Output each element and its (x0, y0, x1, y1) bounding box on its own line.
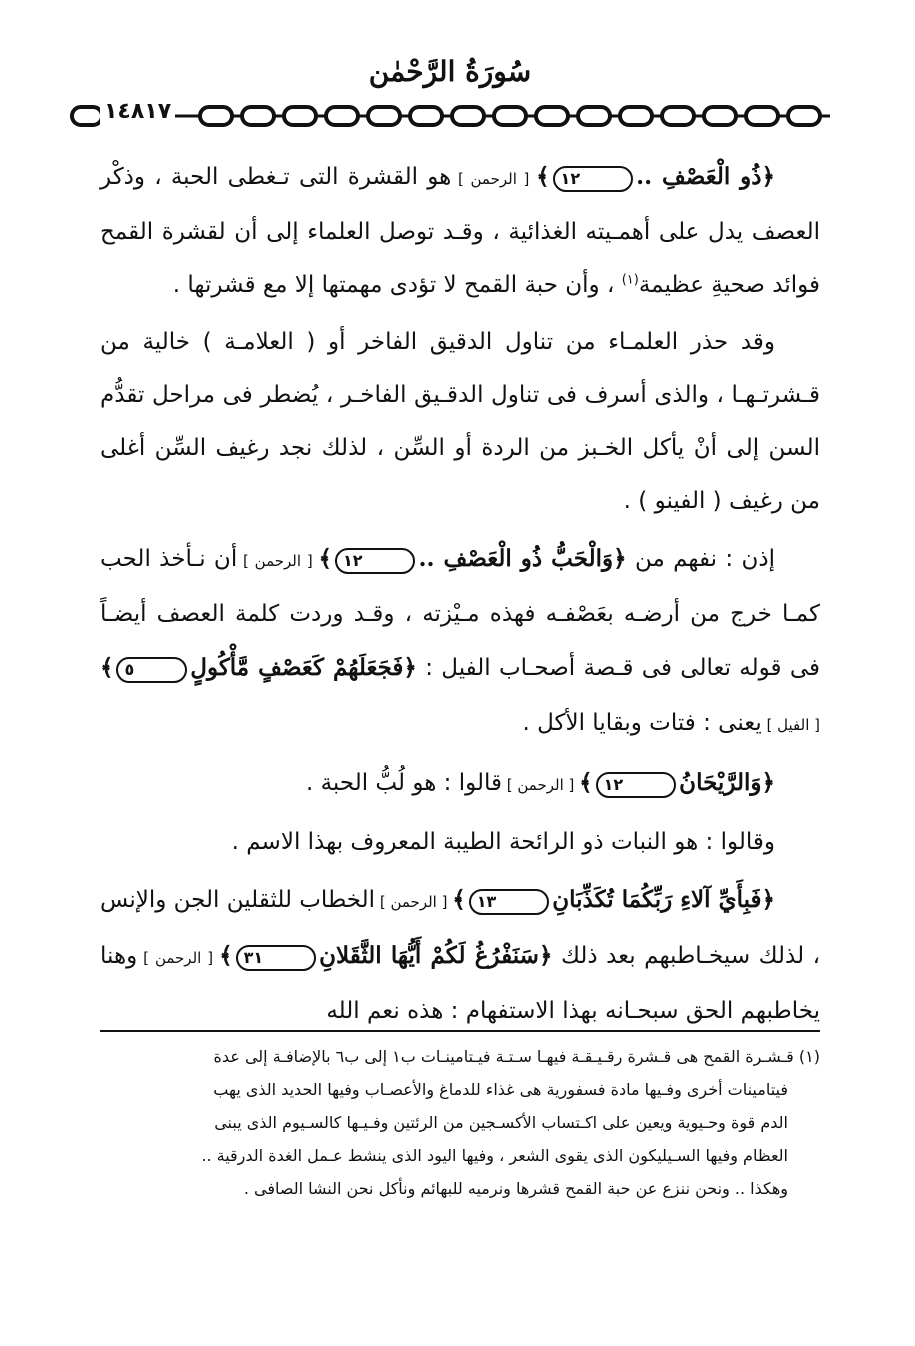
surah-title: سُورَةُ الرَّحْمٰن (368, 55, 532, 88)
page-number: ١٤٨١٧ (100, 99, 175, 124)
body-text-run: وهنا يخاطبهم الحق سبحـانه بهذا الاستفهام : هذه نعم الله (100, 943, 820, 1024)
body-text-run: هو القشرة التى تـغطى الحبة ، وذكْر العصف يدل على أهمـيته الغذائية ، وقـد توصل العلماء إلى أن لقشرة القمح فوائد صحيةِ عظيمة (100, 164, 820, 298)
verse-bracket: ﴾ (100, 654, 114, 681)
ornamental-chain-border (70, 103, 830, 129)
body-text-run: قالوا : هو لُبُّ الحبة . (305, 770, 502, 796)
footnote-line: وهكذا .. ونحن ننزع عن حبة القمح قشرها ونرميه للبهائم ونأكل نحن النشا الصافى . (243, 1179, 788, 1198)
ayah-number: ١٢ (553, 166, 634, 192)
paragraph (100, 756, 820, 812)
surah-reference: [ الرحمن ] (502, 776, 580, 794)
verse-bracket: ﴿ (761, 769, 775, 796)
body-text-run: وقد حذر العلمـاء من تناول الدقيق الفاخر أو ( العلامـة ) خالية من قـشرتـهـا ، والذى أسرف فى تناول الدقـيق الفاخـر ، يُضطر فى مراحل تقدُّم السن إلى أنْ يأكل الخـبز من الردة أو السِّن ، لذلك نجد رغيف السِّن أغلى من رغيف ( الفينو ) . (100, 329, 820, 514)
verse-bracket: ﴾ (219, 942, 233, 969)
footnote-line: فيتامينات أخرى وفـيها مادة فسفورية هى غذاء للدماغ والأعصـاب وفيها الحديد الذى يهب (213, 1080, 788, 1099)
ayah-number: ١٢ (335, 548, 416, 574)
body-text-run: الخطاب للثقلين الجن والإنس ، لذلك سيخـاطبهم بعد ذلك (100, 887, 820, 969)
verse-bracket: ﴿ (761, 163, 775, 190)
main-text (100, 150, 820, 1042)
paragraph (100, 873, 820, 1038)
surah-reference: [ الرحمن ] (451, 170, 537, 188)
quran-verse: وَالْحَبُّ ذُو الْعَصْفِ .. (418, 545, 614, 572)
paragraph (100, 150, 820, 312)
verse-bracket: ﴾ (452, 886, 466, 913)
surah-reference: [ الرحمن ] (237, 552, 319, 570)
ayah-number: ٣١ (236, 945, 317, 971)
footnote (100, 1040, 820, 1205)
verse-bracket: ﴾ (318, 545, 332, 572)
footnote-divider (100, 1030, 820, 1032)
footnote-line: العظام وفيها السـيليكون الذى يقوى الشعر ، وفيها اليود الذى ينشط عـمل الغدة الدرقية .. (201, 1146, 788, 1165)
footnote-line: الدم قوة وحـيوية ويعين على اكـتساب الأكسـجين من الرئتين وفـيـها كالسـيوم الذى يبنى (214, 1113, 788, 1132)
ayah-number: ٥ (116, 657, 187, 683)
surah-reference: [ الرحمن ] (375, 893, 453, 911)
surah-reference: [ الرحمن ] (137, 949, 220, 967)
verse-bracket: ﴿ (613, 545, 627, 572)
quran-verse: فَبِأَيِّ آلاءِ رَبِّكُمَا تُكَذِّبَانِ (552, 886, 762, 913)
quran-verse: فَجَعَلَهُمْ كَعَصْفٍ مَّأْكُولٍ (190, 654, 404, 681)
body-text-run: ، وأن حبة القمح لا تؤدى مهمتها إلا مع قشرتها . (172, 272, 622, 298)
paragraph (100, 316, 820, 528)
ayah-number: ١٢ (596, 772, 677, 798)
paragraph (100, 816, 820, 869)
paragraph (100, 532, 820, 752)
verse-bracket: ﴿ (538, 942, 553, 969)
verse-bracket: ﴾ (536, 163, 550, 190)
footnote-marker: (١) (798, 1047, 820, 1066)
page-header (70, 55, 830, 135)
body-text-run: أن نـأخذ الحب كمـا خرج من أرضـه بعَصْفـه فهذه مـيْزته ، وقـد وردت كلمة العصف أيضـاً فى قوله تعالى فى قـصة أصحـاب الفيل : (100, 546, 820, 681)
quran-verse: وَالرَّيْحَانُ (679, 769, 762, 796)
verse-bracket: ﴿ (761, 886, 775, 913)
verse-bracket: ﴿ (403, 654, 417, 681)
quran-verse: سَنَفْرُغُ لَكُمْ أَيُّهَا الثَّقَلانِ (319, 942, 539, 969)
footnote-line: (١) قـشـرة القمح هى قـشرة رقـيـقـة فيهـا سـتـة فيـتامينـات ب١ إلى ب٦ بالإضافـة إلى عدة (213, 1047, 820, 1066)
quran-verse: ذُو الْعَصْفِ .. (636, 163, 762, 190)
verse-bracket: ﴾ (579, 769, 593, 796)
body-text-run: إذن : نفهم من (626, 546, 775, 572)
surah-reference: [ الفيل ] (761, 716, 820, 734)
body-text-run: وقالوا : هو النبات ذو الرائحة الطيبة المعروف بهذا الاسم . (231, 829, 775, 855)
body-text-run: يعنى : فتات وبقايا الأكل . (522, 710, 762, 736)
footnote-ref: (١) (621, 272, 639, 288)
ayah-number: ١٣ (469, 889, 550, 915)
